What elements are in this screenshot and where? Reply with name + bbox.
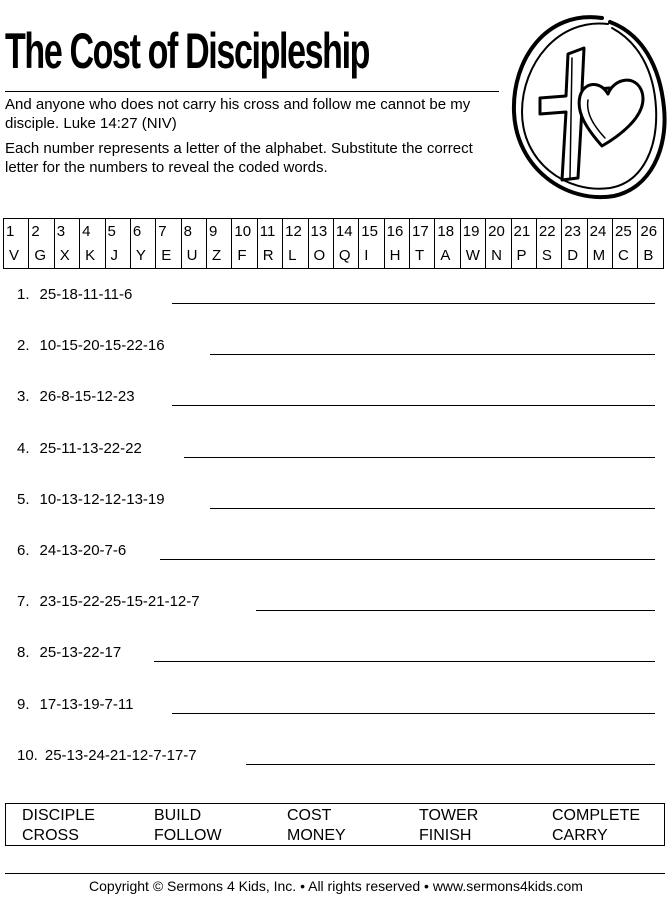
- cipher-letter: J: [105, 244, 130, 269]
- puzzle-number: 6.: [17, 542, 30, 559]
- puzzle-number: 5.: [17, 490, 30, 508]
- cipher-letter: F: [232, 244, 257, 269]
- puzzle-item: [17, 491, 165, 508]
- word-bank-word: COMPLETE: [552, 807, 641, 824]
- word-bank-word: DISCIPLE: [22, 807, 95, 824]
- word-bank-word: FOLLOW: [154, 827, 222, 844]
- cipher-letter: S: [536, 244, 561, 269]
- puzzle-code: 26-8-15-12-23: [39, 388, 135, 406]
- puzzle-number: 9.: [17, 695, 30, 713]
- puzzle-item: [17, 286, 132, 303]
- cipher-letter: K: [80, 244, 105, 269]
- puzzle-number: 10.: [17, 746, 38, 764]
- cipher-letter: N: [486, 244, 511, 269]
- puzzle-item: [17, 696, 133, 713]
- word-bank-word: CROSS: [22, 827, 79, 844]
- cipher-number: 14: [333, 219, 358, 244]
- cipher-number: 16: [384, 219, 409, 244]
- cipher-letter: Y: [130, 244, 155, 269]
- cipher-letter: R: [257, 244, 282, 269]
- puzzle-number: 2.: [17, 337, 30, 355]
- cipher-number: 19: [460, 219, 485, 244]
- cipher-number: 23: [562, 219, 587, 244]
- word-bank-word: FINISH: [419, 827, 472, 844]
- cipher-number: 3: [54, 219, 79, 244]
- answer-blank[interactable]: [172, 405, 655, 406]
- puzzle-number: 1.: [17, 286, 30, 303]
- word-bank-column: [22, 806, 95, 846]
- puzzle-code: 17-13-19-7-11: [39, 695, 134, 713]
- answer-blank[interactable]: [172, 713, 655, 714]
- puzzle-code: 25-11-13-22-22: [39, 439, 142, 457]
- cipher-number: 4: [80, 219, 105, 244]
- copyright-footer: Copyright © Sermons 4 Kids, Inc. • All rights reserved • www.sermons4kids.com: [89, 878, 583, 894]
- word-bank-word: COST: [287, 807, 332, 824]
- puzzle-item: [17, 440, 142, 457]
- puzzle-number: 3.: [17, 388, 30, 406]
- cipher-letter: W: [460, 244, 485, 269]
- cipher-number: 2: [29, 219, 54, 244]
- word-bank-word: BUILD: [154, 807, 202, 824]
- cipher-letter: Z: [207, 244, 232, 269]
- cipher-key-table: [3, 218, 664, 269]
- cipher-number: 20: [486, 219, 511, 244]
- cipher-letter: T: [410, 244, 435, 269]
- answer-blank[interactable]: [210, 354, 655, 355]
- puzzle-code: 23-15-22-25-15-21-12-7: [39, 593, 200, 611]
- cipher-number: 7: [156, 219, 181, 244]
- puzzle-number: 8.: [17, 644, 30, 662]
- puzzle-item: [17, 644, 121, 661]
- cipher-numbers-row: [4, 219, 664, 244]
- cipher-letter: L: [283, 244, 308, 269]
- cipher-letter: X: [54, 244, 79, 269]
- word-bank-column: [419, 806, 478, 846]
- puzzle-item: [17, 542, 126, 559]
- answer-blank[interactable]: [160, 559, 655, 560]
- cipher-number: 9: [207, 219, 232, 244]
- cipher-number: 5: [105, 219, 130, 244]
- cipher-letter: A: [435, 244, 460, 269]
- cipher-number: 24: [587, 219, 612, 244]
- cipher-letter: M: [587, 244, 612, 269]
- word-bank-word: TOWER: [419, 807, 479, 824]
- answer-blank[interactable]: [154, 661, 655, 662]
- cipher-letter: H: [384, 244, 409, 269]
- puzzle-item: [17, 593, 200, 610]
- cipher-letter: G: [29, 244, 54, 269]
- cipher-letters-row: [4, 244, 664, 269]
- puzzle-code: 24-13-20-7-6: [39, 542, 127, 559]
- cipher-number: 26: [638, 219, 664, 244]
- cipher-number: 13: [308, 219, 333, 244]
- cipher-letter: Q: [333, 244, 358, 269]
- word-bank-column: [287, 806, 346, 846]
- puzzle-code: 25-13-24-21-12-7-17-7: [44, 746, 197, 764]
- answer-blank[interactable]: [246, 764, 655, 765]
- cross-and-heart-icon: [506, 8, 668, 204]
- cipher-letter: D: [562, 244, 587, 269]
- cipher-number: 8: [181, 219, 206, 244]
- puzzle-item: [17, 388, 135, 405]
- cipher-number: 21: [511, 219, 536, 244]
- cipher-letter: U: [181, 244, 206, 269]
- word-bank: [5, 803, 665, 846]
- cipher-number: 1: [4, 219, 29, 244]
- cipher-letter: V: [4, 244, 29, 269]
- cipher-number: 10: [232, 219, 257, 244]
- answer-blank[interactable]: [172, 303, 655, 304]
- answer-blank[interactable]: [256, 610, 655, 611]
- cipher-number: 6: [130, 219, 155, 244]
- answer-blank[interactable]: [184, 457, 655, 458]
- footer-divider: [5, 873, 665, 874]
- cipher-number: 18: [435, 219, 460, 244]
- cipher-number: 17: [410, 219, 435, 244]
- answer-blank[interactable]: [210, 508, 655, 509]
- cipher-letter: I: [359, 244, 384, 269]
- cipher-number: 11: [257, 219, 282, 244]
- page-title: The Cost of Discipleship: [5, 23, 370, 79]
- puzzle-code: 25-13-22-17: [39, 644, 122, 662]
- puzzle-number: 4.: [17, 439, 30, 457]
- cipher-letter: C: [613, 244, 638, 269]
- puzzle-item: [17, 337, 165, 354]
- cipher-number: 15: [359, 219, 384, 244]
- word-bank-column: [552, 806, 640, 846]
- puzzle-code: 10-15-20-15-22-16: [39, 337, 165, 355]
- instructions: Each number represents a letter of the alphabet. Substitute the correct letter for the numbers to reveal the coded words.: [5, 140, 473, 176]
- word-bank-column: [154, 806, 222, 846]
- cipher-letter: P: [511, 244, 536, 269]
- cipher-letter: O: [308, 244, 333, 269]
- cipher-number: 12: [283, 219, 308, 244]
- title-divider: [5, 91, 499, 92]
- puzzle-item: [17, 747, 197, 764]
- word-bank-word: MONEY: [287, 827, 346, 844]
- scripture-verse: And anyone who does not carry his cross and follow me cannot be my disciple. Luke 14:27 (NIV): [5, 96, 471, 132]
- cipher-number: 25: [613, 219, 638, 244]
- word-bank-word: CARRY: [552, 827, 608, 844]
- puzzle-number: 7.: [17, 593, 30, 611]
- cipher-letter: E: [156, 244, 181, 269]
- cipher-number: 22: [536, 219, 561, 244]
- cipher-letter: B: [638, 244, 664, 269]
- puzzle-code: 25-18-11-11-6: [39, 286, 133, 303]
- puzzle-code: 10-13-12-12-13-19: [39, 490, 165, 508]
